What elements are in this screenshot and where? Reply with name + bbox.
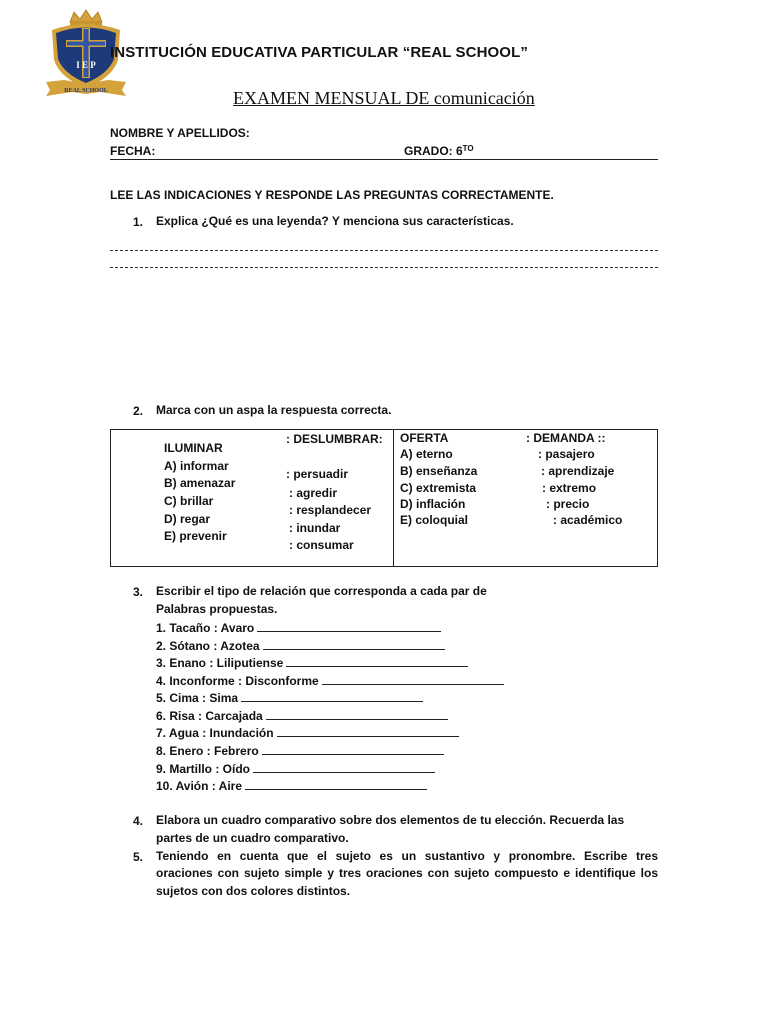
analogy-right-pair: : precio — [546, 497, 590, 511]
word-pair-row — [156, 708, 448, 723]
analogy-right-pair: : académico — [553, 513, 623, 527]
word-pair: 1. Tacaño : Avaro — [156, 621, 255, 635]
word-pair: 4. Inconforme : Disconforme — [156, 674, 319, 688]
answer-blank — [277, 725, 459, 737]
word-pair-row — [156, 620, 441, 635]
word-pair: 2. Sótano : Azotea — [156, 639, 260, 653]
answer-line — [110, 267, 658, 268]
q4-line: partes de un cuadro comparativo. — [156, 831, 349, 845]
answer-blank — [322, 673, 504, 685]
analogy-right-pair: : extremo — [542, 481, 597, 495]
analogy-left-pair: : inundar — [289, 521, 341, 535]
q5-line: Teniendo en cuenta que el sujeto es un sustantivo y pronombre. Escribe tres — [156, 849, 658, 863]
word-pair-row — [156, 673, 504, 688]
analogy-left-premise: ILUMINAR — [164, 441, 223, 455]
logo-banner: REAL SCHOOL — [64, 88, 108, 94]
analogies-divider — [393, 429, 394, 567]
analogy-left-pair: : resplandecer — [289, 503, 372, 517]
q5-line: oraciones con sujeto simple y tres oraciones con sujeto compuesto e identifique los — [156, 866, 658, 880]
analogy-left-pair: : persuadir — [286, 467, 349, 481]
name-label: NOMBRE Y APELLIDOS: — [110, 126, 250, 140]
word-pair: 7. Agua : Inundación — [156, 726, 274, 740]
word-pair-row — [156, 725, 459, 740]
word-pair-row — [156, 655, 468, 670]
word-pair: 6. Risa : Carcajada — [156, 709, 263, 723]
word-pair: 3. Enano : Liliputiense — [156, 656, 284, 670]
answer-blank — [262, 743, 444, 755]
q3-number: 3. — [133, 585, 144, 599]
date-label: FECHA: — [110, 144, 156, 158]
analogy-right-relation: : DEMANDA :: — [526, 431, 606, 445]
q3-line: Escribir el tipo de relación que corresponda a cada par de — [156, 584, 487, 598]
school-name: INSTITUCIÓN EDUCATIVA PARTICULAR “REAL SCHOOL” — [110, 44, 528, 61]
word-pair-row — [156, 743, 444, 758]
analogy-left-option: B) amenazar — [164, 476, 236, 490]
answer-blank — [286, 655, 468, 667]
analogy-right-pair: : aprendizaje — [541, 464, 615, 478]
q5-number: 5. — [133, 850, 144, 864]
answer-blank — [253, 761, 435, 773]
q4-line: Elabora un cuadro comparativo sobre dos elementos de tu elección. Recuerda las — [156, 813, 625, 827]
analogy-left-pair: : consumar — [289, 538, 354, 552]
word-pair-row — [156, 761, 435, 776]
grade-superscript: TO — [462, 144, 474, 153]
word-pair: 9. Martillo : Oído — [156, 762, 251, 776]
analogy-left-option: A) informar — [164, 459, 229, 473]
q5-line: sujetos con dos colores distintos. — [156, 884, 351, 898]
word-pair-row — [156, 690, 423, 705]
analogy-right-option: E) coloquial — [400, 513, 469, 527]
answer-blank — [245, 778, 427, 790]
header-divider — [110, 159, 658, 160]
q2-text: Marca con un aspa la respuesta correcta. — [156, 403, 392, 417]
q4-number: 4. — [133, 814, 144, 828]
analogy-right-pair: : pasajero — [538, 447, 595, 461]
crown-icon — [70, 10, 102, 26]
analogy-left-pair: : agredir — [289, 486, 338, 500]
instructions: LEE LAS INDICACIONES Y RESPONDE LAS PREGUNTAS CORRECTAMENTE. — [110, 188, 554, 202]
grade-label — [404, 144, 474, 158]
answer-blank — [263, 638, 445, 650]
analogy-right-option: C) extremista — [400, 481, 477, 495]
analogy-left-option: E) prevenir — [164, 529, 227, 543]
grade-text: GRADO: 6 — [404, 144, 463, 158]
word-pair-row — [156, 778, 427, 793]
analogy-right-option: A) eterno — [400, 447, 453, 461]
analogy-right-premise: OFERTA — [400, 431, 449, 445]
q3-line: Palabras propuestas. — [156, 602, 278, 616]
analogy-left-option: C) brillar — [164, 494, 214, 508]
answer-blank — [266, 708, 448, 720]
word-pair-row — [156, 638, 445, 653]
analogy-right-option: B) enseñanza — [400, 464, 478, 478]
word-pair: 5. Cima : Sima — [156, 691, 239, 705]
q1-text: Explica ¿Qué es una leyenda? Y menciona sus características. — [156, 214, 514, 228]
answer-blank — [241, 690, 423, 702]
word-pair: 8. Enero : Febrero — [156, 744, 259, 758]
answer-blank — [257, 620, 441, 632]
answer-line — [110, 250, 658, 251]
q2-number: 2. — [133, 404, 144, 418]
analogy-right-option: D) inflación — [400, 497, 466, 511]
q1-number: 1. — [133, 215, 144, 229]
analogy-left-relation: : DESLUMBRAR: — [286, 432, 383, 446]
word-pair: 10. Avión : Aire — [156, 779, 243, 793]
analogy-left-option: D) regar — [164, 512, 211, 526]
exam-title: EXAMEN MENSUAL DE comunicación — [233, 88, 535, 108]
logo-initials: I E P — [76, 60, 96, 70]
